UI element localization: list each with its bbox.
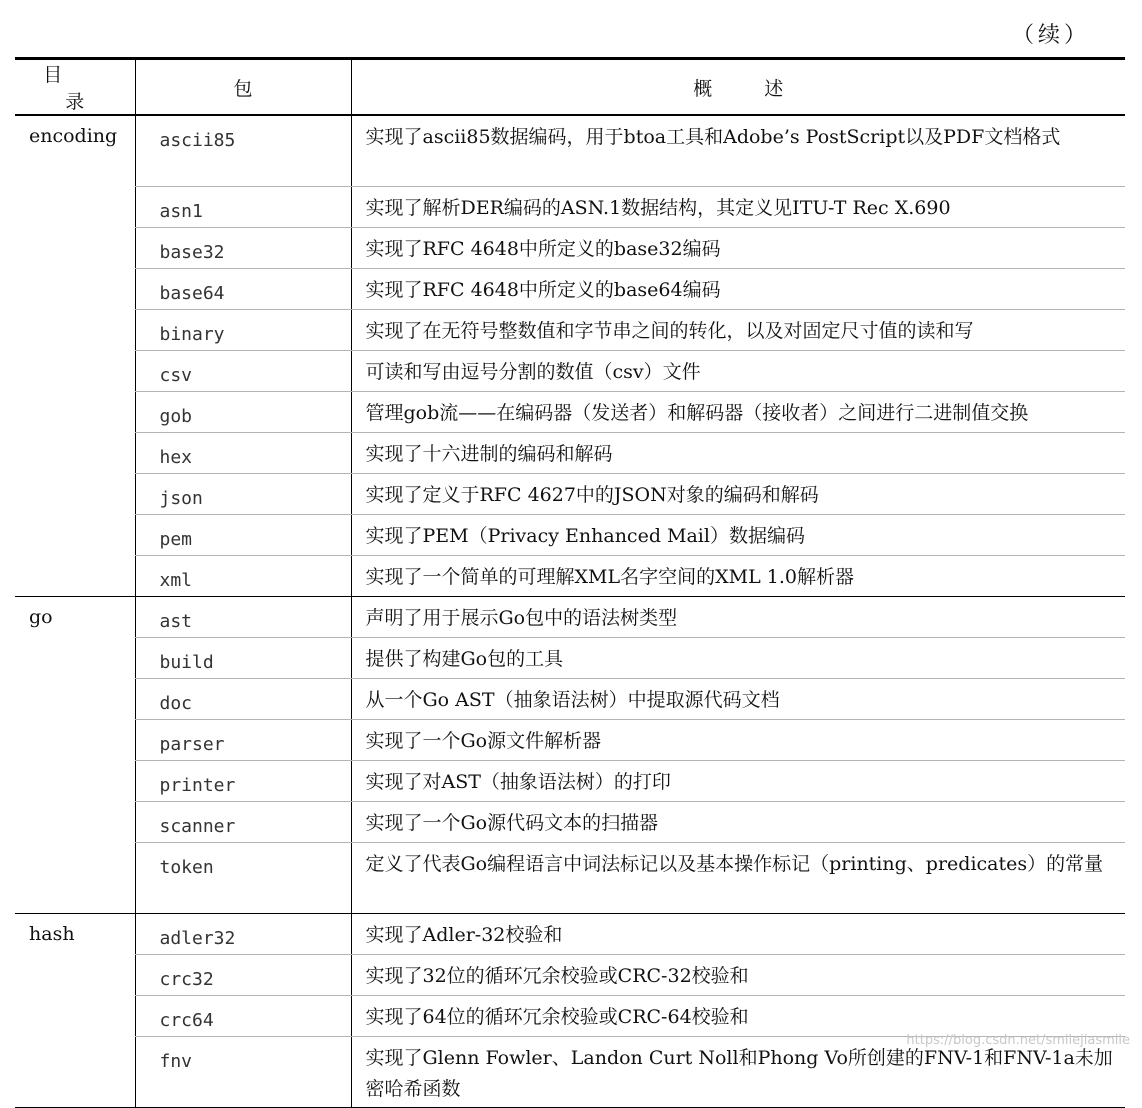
description-cell: 实现了RFC 4648中所定义的base64编码 xyxy=(351,268,1125,309)
table-row xyxy=(15,596,1125,637)
description-cell: 定义了代表Go编程语言中词法标记以及基本操作标记（printing、predicates）的常量 xyxy=(351,842,1125,913)
description-cell: 声明了用于展示Go包中的语法树类型 xyxy=(351,596,1125,637)
directory-cell: hash xyxy=(15,913,135,1107)
table-row xyxy=(15,555,1125,596)
description-cell: 实现了Glenn Fowler、Landon Curt Noll和Phong Vo所创建的FNV-1和FNV-1a未加密哈希函数 xyxy=(351,1036,1125,1107)
package-cell: ast xyxy=(135,596,351,637)
package-cell: hex xyxy=(135,432,351,473)
table-header-row xyxy=(15,59,1125,116)
description-cell: 实现了一个Go源代码文本的扫描器 xyxy=(351,801,1125,842)
table-row xyxy=(15,637,1125,678)
table-row xyxy=(15,678,1125,719)
package-cell: scanner xyxy=(135,801,351,842)
table-row xyxy=(15,954,1125,995)
package-cell: asn1 xyxy=(135,186,351,227)
table-row xyxy=(15,432,1125,473)
directory-cell: encoding xyxy=(15,115,135,596)
directory-cell: go xyxy=(15,596,135,913)
package-cell: xml xyxy=(135,555,351,596)
description-cell: 可读和写由逗号分割的数值（csv）文件 xyxy=(351,350,1125,391)
description-cell: 实现了解析DER编码的ASN.1数据结构，其定义见ITU-T Rec X.690 xyxy=(351,186,1125,227)
description-cell: 实现了RFC 4648中所定义的base32编码 xyxy=(351,227,1125,268)
description-cell: 实现了对AST（抽象语法树）的打印 xyxy=(351,760,1125,801)
description-cell: 实现了32位的循环冗余校验或CRC-32校验和 xyxy=(351,954,1125,995)
package-cell: doc xyxy=(135,678,351,719)
table-row xyxy=(15,350,1125,391)
table-row xyxy=(15,842,1125,913)
package-cell: crc32 xyxy=(135,954,351,995)
package-cell: ascii85 xyxy=(135,115,351,186)
description-cell: 实现了在无符号整数值和字节串之间的转化，以及对固定尺寸值的读和写 xyxy=(351,309,1125,350)
package-table xyxy=(15,57,1125,1108)
package-cell: base64 xyxy=(135,268,351,309)
package-cell: json xyxy=(135,473,351,514)
table-row xyxy=(15,115,1125,186)
description-cell: 实现了定义于RFC 4627中的JSON对象的编码和解码 xyxy=(351,473,1125,514)
package-cell: adler32 xyxy=(135,913,351,954)
continued-label: （续） xyxy=(1012,23,1091,48)
table-body xyxy=(15,115,1125,1107)
description-cell: 管理gob流——在编码器（发送者）和解码器（接收者）之间进行二进制值交换 xyxy=(351,391,1125,432)
table-row xyxy=(15,760,1125,801)
header-description: 概述 xyxy=(351,59,1125,116)
table-row xyxy=(15,719,1125,760)
description-cell: 提供了构建Go包的工具 xyxy=(351,637,1125,678)
package-cell: csv xyxy=(135,350,351,391)
table-row xyxy=(15,913,1125,954)
table-row xyxy=(15,309,1125,350)
watermark: https://blog.csdn.net/smilejiasmile xyxy=(906,1033,1130,1048)
package-cell: token xyxy=(135,842,351,913)
table-row xyxy=(15,268,1125,309)
description-cell: 实现了一个Go源文件解析器 xyxy=(351,719,1125,760)
header-package: 包 xyxy=(135,59,351,116)
description-cell: 实现了64位的循环冗余校验或CRC-64校验和 xyxy=(351,995,1125,1036)
table-row xyxy=(15,514,1125,555)
package-cell: printer xyxy=(135,760,351,801)
package-cell: pem xyxy=(135,514,351,555)
description-cell: 实现了十六进制的编码和解码 xyxy=(351,432,1125,473)
description-cell: 实现了PEM（Privacy Enhanced Mail）数据编码 xyxy=(351,514,1125,555)
package-cell: fnv xyxy=(135,1036,351,1107)
package-cell: build xyxy=(135,637,351,678)
header-directory: 目录 xyxy=(15,59,135,116)
description-cell: 实现了一个简单的可理解XML名字空间的XML 1.0解析器 xyxy=(351,555,1125,596)
table-row xyxy=(15,801,1125,842)
table-row xyxy=(15,391,1125,432)
package-cell: parser xyxy=(135,719,351,760)
description-cell: 从一个Go AST（抽象语法树）中提取源代码文档 xyxy=(351,678,1125,719)
package-cell: crc64 xyxy=(135,995,351,1036)
description-cell: 实现了ascii85数据编码，用于btoa工具和Adobe’s PostScript以及PDF文档格式 xyxy=(351,115,1125,186)
package-cell: gob xyxy=(135,391,351,432)
description-cell: 实现了Adler-32校验和 xyxy=(351,913,1125,954)
table-row xyxy=(15,473,1125,514)
package-cell: binary xyxy=(135,309,351,350)
table-row xyxy=(15,995,1125,1036)
table-row xyxy=(15,227,1125,268)
package-cell: base32 xyxy=(135,227,351,268)
table-row xyxy=(15,186,1125,227)
